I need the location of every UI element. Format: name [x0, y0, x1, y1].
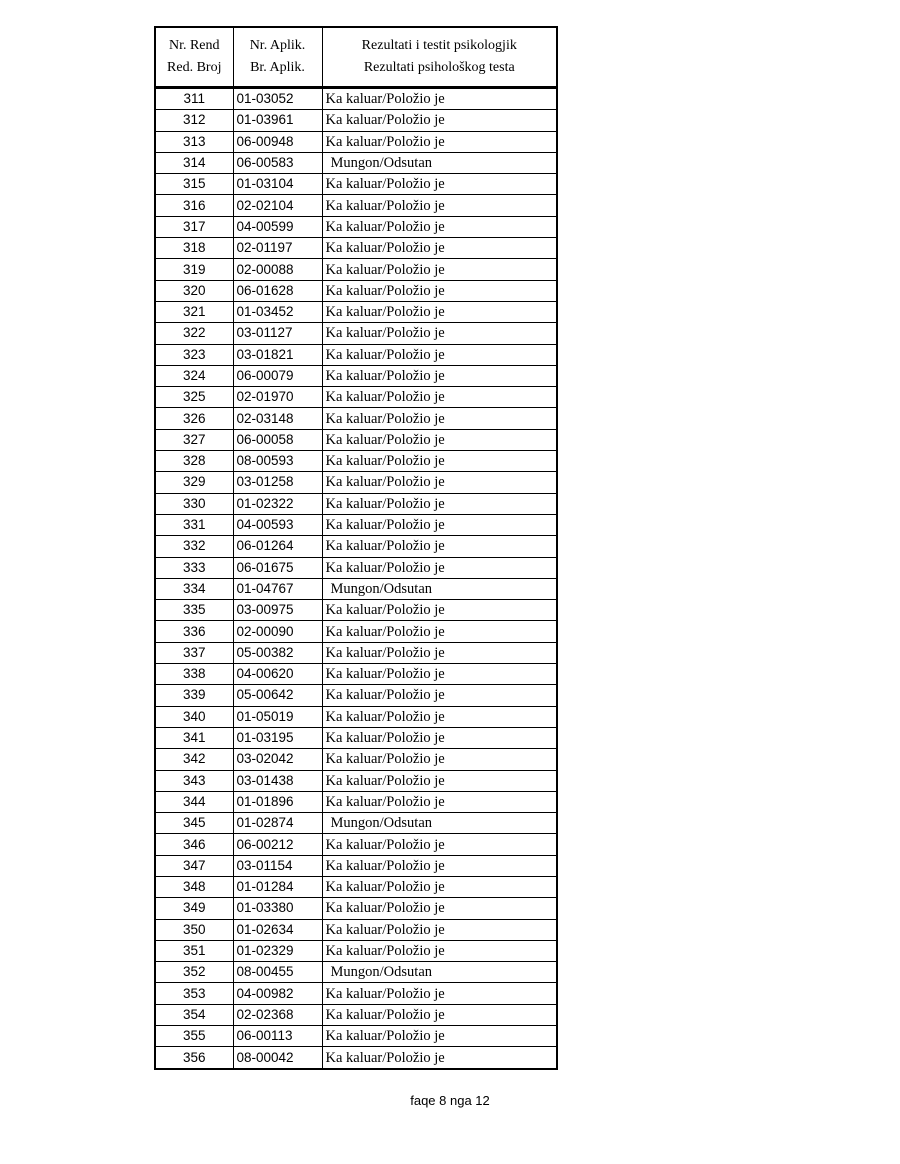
table-row: [155, 408, 557, 429]
result-cell: Ka kaluar/Položio je: [322, 898, 557, 919]
table-row: [155, 727, 557, 748]
row-number-cell: 329: [155, 472, 233, 493]
application-number-cell: 08-00593: [233, 451, 322, 472]
result-cell: Ka kaluar/Položio je: [322, 600, 557, 621]
table-header: [155, 27, 557, 88]
table-row: [155, 110, 557, 131]
table-row: [155, 365, 557, 386]
row-number-cell: 346: [155, 834, 233, 855]
row-number-cell: 339: [155, 685, 233, 706]
row-number-cell: 335: [155, 600, 233, 621]
application-number-cell: 06-01628: [233, 280, 322, 301]
table-row: [155, 1026, 557, 1047]
result-cell: Ka kaluar/Položio je: [322, 685, 557, 706]
result-cell: Mungon/Odsutan: [322, 962, 557, 983]
row-number-cell: 333: [155, 557, 233, 578]
application-number-cell: 01-03052: [233, 88, 322, 110]
row-number-cell: 353: [155, 983, 233, 1004]
table-row: [155, 664, 557, 685]
table-row: [155, 962, 557, 983]
table-row: [155, 834, 557, 855]
application-number-cell: 01-01896: [233, 791, 322, 812]
application-number-cell: 01-04767: [233, 578, 322, 599]
row-number-cell: 324: [155, 365, 233, 386]
header-rend-number: [155, 27, 233, 88]
row-number-cell: 344: [155, 791, 233, 812]
table-row: [155, 451, 557, 472]
table-row: [155, 429, 557, 450]
application-number-cell: 04-00620: [233, 664, 322, 685]
table-row: [155, 195, 557, 216]
row-number-cell: 355: [155, 1026, 233, 1047]
table-row: [155, 174, 557, 195]
row-number-cell: 312: [155, 110, 233, 131]
table-row: [155, 472, 557, 493]
table-row: [155, 131, 557, 152]
header-result-line2: Rezultati psihološkog testa: [363, 60, 515, 75]
row-number-cell: 327: [155, 429, 233, 450]
application-number-cell: 06-00948: [233, 131, 322, 152]
table-row: [155, 940, 557, 961]
result-cell: Ka kaluar/Položio je: [322, 216, 557, 237]
table-row: [155, 152, 557, 173]
header-rend-line1: Nr. Rend: [168, 38, 220, 53]
application-number-cell: 06-00113: [233, 1026, 322, 1047]
row-number-cell: 317: [155, 216, 233, 237]
table-row: [155, 557, 557, 578]
application-number-cell: 03-01821: [233, 344, 322, 365]
row-number-cell: 347: [155, 855, 233, 876]
application-number-cell: 01-02329: [233, 940, 322, 961]
table-row: [155, 280, 557, 301]
result-cell: Ka kaluar/Položio je: [322, 365, 557, 386]
application-number-cell: 03-01154: [233, 855, 322, 876]
header-aplik-line2: Br. Aplik.: [250, 60, 305, 75]
result-cell: Ka kaluar/Položio je: [322, 749, 557, 770]
result-cell: Ka kaluar/Položio je: [322, 344, 557, 365]
result-cell: Ka kaluar/Položio je: [322, 493, 557, 514]
result-cell: Ka kaluar/Položio je: [322, 834, 557, 855]
result-cell: Ka kaluar/Položio je: [322, 131, 557, 152]
result-cell: Ka kaluar/Položio je: [322, 1047, 557, 1069]
table-row: [155, 855, 557, 876]
result-cell: Mungon/Odsutan: [322, 813, 557, 834]
page-number: faqe 8 nga 12: [410, 1093, 490, 1108]
result-cell: Ka kaluar/Položio je: [322, 259, 557, 280]
row-number-cell: 356: [155, 1047, 233, 1069]
result-cell: Ka kaluar/Položio je: [322, 195, 557, 216]
row-number-cell: 331: [155, 514, 233, 535]
row-number-cell: 342: [155, 749, 233, 770]
row-number-cell: 315: [155, 174, 233, 195]
result-cell: Ka kaluar/Položio je: [322, 642, 557, 663]
row-number-cell: 322: [155, 323, 233, 344]
table-row: [155, 301, 557, 322]
row-number-cell: 328: [155, 451, 233, 472]
row-number-cell: 316: [155, 195, 233, 216]
header-result-line1: Rezultati i testit psikologjik: [361, 38, 517, 53]
row-number-cell: 321: [155, 301, 233, 322]
result-cell: Ka kaluar/Položio je: [322, 557, 557, 578]
application-number-cell: 05-00382: [233, 642, 322, 663]
application-number-cell: 03-01258: [233, 472, 322, 493]
table-row: [155, 578, 557, 599]
result-cell: Ka kaluar/Položio je: [322, 1026, 557, 1047]
result-cell: Ka kaluar/Položio je: [322, 451, 557, 472]
row-number-cell: 343: [155, 770, 233, 791]
row-number-cell: 340: [155, 706, 233, 727]
application-number-cell: 02-00090: [233, 621, 322, 642]
table-row: [155, 1004, 557, 1025]
header-aplik-line1: Nr. Aplik.: [249, 38, 306, 53]
table-row: [155, 749, 557, 770]
application-number-cell: 06-00058: [233, 429, 322, 450]
result-cell: Mungon/Odsutan: [322, 152, 557, 173]
application-number-cell: 02-02368: [233, 1004, 322, 1025]
result-cell: Ka kaluar/Položio je: [322, 1004, 557, 1025]
table-row: [155, 983, 557, 1004]
row-number-cell: 332: [155, 536, 233, 557]
row-number-cell: 314: [155, 152, 233, 173]
application-number-cell: 01-03380: [233, 898, 322, 919]
application-number-cell: 03-00975: [233, 600, 322, 621]
result-cell: Ka kaluar/Položio je: [322, 664, 557, 685]
application-number-cell: 02-03148: [233, 408, 322, 429]
application-number-cell: 03-02042: [233, 749, 322, 770]
table-row: [155, 919, 557, 940]
table-row: [155, 238, 557, 259]
table-row: [155, 685, 557, 706]
row-number-cell: 337: [155, 642, 233, 663]
result-cell: Ka kaluar/Položio je: [322, 919, 557, 940]
application-number-cell: 01-02634: [233, 919, 322, 940]
row-number-cell: 349: [155, 898, 233, 919]
row-number-cell: 323: [155, 344, 233, 365]
row-number-cell: 350: [155, 919, 233, 940]
result-cell: Ka kaluar/Položio je: [322, 174, 557, 195]
table-row: [155, 88, 557, 110]
results-table: [154, 26, 558, 1070]
table-row: [155, 600, 557, 621]
table-row: [155, 216, 557, 237]
row-number-cell: 338: [155, 664, 233, 685]
result-cell: Mungon/Odsutan: [322, 578, 557, 599]
table-row: [155, 876, 557, 897]
header-rend-line2: Red. Broj: [167, 60, 222, 75]
row-number-cell: 313: [155, 131, 233, 152]
application-number-cell: 01-01284: [233, 876, 322, 897]
application-number-cell: 02-01197: [233, 238, 322, 259]
row-number-cell: 351: [155, 940, 233, 961]
application-number-cell: 04-00599: [233, 216, 322, 237]
table-row: [155, 642, 557, 663]
result-cell: Ka kaluar/Položio je: [322, 429, 557, 450]
application-number-cell: 08-00042: [233, 1047, 322, 1069]
application-number-cell: 06-00079: [233, 365, 322, 386]
result-cell: Ka kaluar/Položio je: [322, 280, 557, 301]
table-row: [155, 387, 557, 408]
table-row: [155, 621, 557, 642]
row-number-cell: 348: [155, 876, 233, 897]
result-cell: Ka kaluar/Položio je: [322, 727, 557, 748]
application-number-cell: 01-05019: [233, 706, 322, 727]
row-number-cell: 326: [155, 408, 233, 429]
table-row: [155, 1047, 557, 1069]
row-number-cell: 318: [155, 238, 233, 259]
result-cell: Ka kaluar/Položio je: [322, 791, 557, 812]
row-number-cell: 319: [155, 259, 233, 280]
table-row: [155, 259, 557, 280]
table-row: [155, 813, 557, 834]
application-number-cell: 01-03961: [233, 110, 322, 131]
result-cell: Ka kaluar/Položio je: [322, 323, 557, 344]
table-row: [155, 323, 557, 344]
table-row: [155, 344, 557, 365]
result-cell: Ka kaluar/Položio je: [322, 301, 557, 322]
result-cell: Ka kaluar/Položio je: [322, 855, 557, 876]
application-number-cell: 05-00642: [233, 685, 322, 706]
header-test-result: [322, 27, 557, 88]
row-number-cell: 336: [155, 621, 233, 642]
result-cell: Ka kaluar/Položio je: [322, 621, 557, 642]
table-row: [155, 493, 557, 514]
result-cell: Ka kaluar/Položio je: [322, 514, 557, 535]
row-number-cell: 320: [155, 280, 233, 301]
table-row: [155, 536, 557, 557]
header-application-number: [233, 27, 322, 88]
application-number-cell: 06-00583: [233, 152, 322, 173]
application-number-cell: 02-00088: [233, 259, 322, 280]
row-number-cell: 330: [155, 493, 233, 514]
row-number-cell: 354: [155, 1004, 233, 1025]
application-number-cell: 03-01438: [233, 770, 322, 791]
row-number-cell: 334: [155, 578, 233, 599]
result-cell: Ka kaluar/Položio je: [322, 238, 557, 259]
result-cell: Ka kaluar/Položio je: [322, 408, 557, 429]
row-number-cell: 325: [155, 387, 233, 408]
result-cell: Ka kaluar/Položio je: [322, 88, 557, 110]
table-row: [155, 791, 557, 812]
result-cell: Ka kaluar/Položio je: [322, 770, 557, 791]
row-number-cell: 341: [155, 727, 233, 748]
result-cell: Ka kaluar/Položio je: [322, 876, 557, 897]
result-cell: Ka kaluar/Položio je: [322, 536, 557, 557]
result-cell: Ka kaluar/Položio je: [322, 940, 557, 961]
application-number-cell: 01-02322: [233, 493, 322, 514]
application-number-cell: 01-03104: [233, 174, 322, 195]
table-row: [155, 706, 557, 727]
row-number-cell: 311: [155, 88, 233, 110]
table-body: [155, 88, 557, 1069]
row-number-cell: 352: [155, 962, 233, 983]
application-number-cell: 08-00455: [233, 962, 322, 983]
application-number-cell: 01-03452: [233, 301, 322, 322]
result-cell: Ka kaluar/Položio je: [322, 110, 557, 131]
table-row: [155, 514, 557, 535]
application-number-cell: 02-02104: [233, 195, 322, 216]
result-cell: Ka kaluar/Položio je: [322, 706, 557, 727]
table-row: [155, 898, 557, 919]
application-number-cell: 06-01264: [233, 536, 322, 557]
application-number-cell: 04-00982: [233, 983, 322, 1004]
application-number-cell: 04-00593: [233, 514, 322, 535]
application-number-cell: 06-00212: [233, 834, 322, 855]
application-number-cell: 01-03195: [233, 727, 322, 748]
row-number-cell: 345: [155, 813, 233, 834]
application-number-cell: 01-02874: [233, 813, 322, 834]
application-number-cell: 06-01675: [233, 557, 322, 578]
result-cell: Ka kaluar/Položio je: [322, 472, 557, 493]
table-row: [155, 770, 557, 791]
result-cell: Ka kaluar/Položio je: [322, 387, 557, 408]
application-number-cell: 02-01970: [233, 387, 322, 408]
application-number-cell: 03-01127: [233, 323, 322, 344]
result-cell: Ka kaluar/Položio je: [322, 983, 557, 1004]
